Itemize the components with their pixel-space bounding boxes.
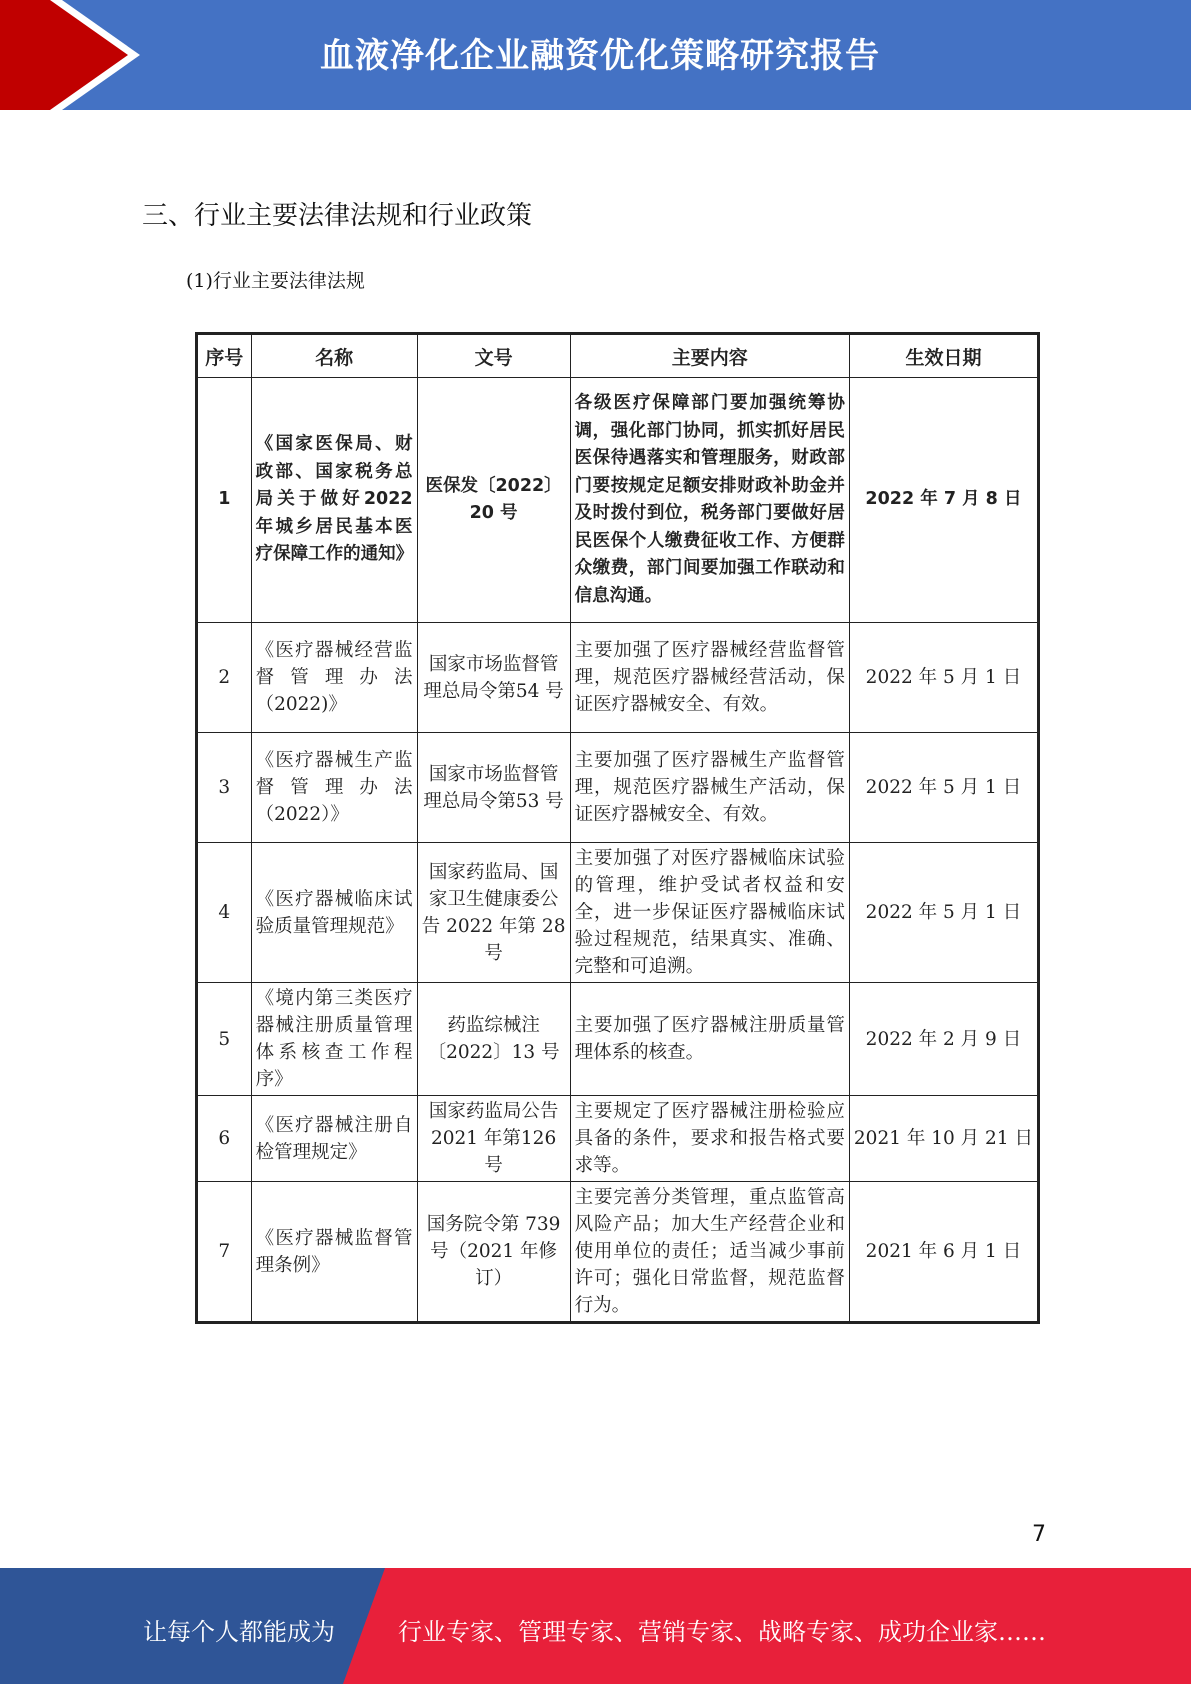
cell-no: 7 [197,1182,252,1323]
cell-date: 2022 年 2 月 9 日 [849,983,1038,1096]
cell-name: 《国家医保局、财政部、国家税务总局关于做好2022 年城乡居民基本医疗保障工作的通知》 [251,378,417,623]
cell-content: 主要加强了医疗器械经营监督管理，规范医疗器械经营活动，保证医疗器械安全、有效。 [570,623,849,733]
cell-doc: 国家市场监督管理总局令第53 号 [417,733,570,843]
table-row [197,1096,1039,1182]
cell-content: 主要加强了医疗器械注册质量管理体系的核查。 [570,983,849,1096]
table-row [197,733,1039,843]
table-row [197,623,1039,733]
table-row [197,1182,1039,1323]
section-title: 三、行业主要法律法规和行业政策 [142,201,533,231]
cell-date: 2022 年 5 月 1 日 [849,733,1038,843]
cell-doc: 国务院令第 739 号（2021 年修订） [417,1182,570,1323]
col-header-date: 生效日期 [849,334,1038,378]
cell-content: 主要加强了医疗器械生产监督管理，规范医疗器械生产活动，保证医疗器械安全、有效。 [570,733,849,843]
cell-no: 2 [197,623,252,733]
cell-no: 4 [197,843,252,983]
cell-content: 主要规定了医疗器械注册检验应具备的条件，要求和报告格式要求等。 [570,1096,849,1182]
col-header-name: 名称 [251,334,417,378]
cell-date: 2022 年 5 月 1 日 [849,843,1038,983]
cell-content: 主要加强了对医疗器械临床试验的管理，维护受试者权益和安全，进一步保证医疗器械临床试验过程规范，结果真实、准确、完整和可追溯。 [570,843,849,983]
laws-table [195,332,1040,1324]
cell-doc: 国家药监局公告 2021 年第126 号 [417,1096,570,1182]
table-row [197,983,1039,1096]
cell-date: 2021 年 10 月 21 日 [849,1096,1038,1182]
col-header-doc: 文号 [417,334,570,378]
cell-no: 5 [197,983,252,1096]
cell-doc: 国家药监局、国家卫生健康委公告 2022 年第 28 号 [417,843,570,983]
cell-name: 《境内第三类医疗器械注册质量管理体系核查工作程序》 [251,983,417,1096]
header-arrow-decoration [0,0,160,110]
cell-no: 6 [197,1096,252,1182]
cell-name: 《医疗器械生产监督管理办法（2022）》 [251,733,417,843]
footer-slogan-right: 行业专家、管理专家、营销专家、战略专家、成功企业家…… [398,1618,1046,1646]
cell-no: 1 [197,378,252,623]
cell-doc: 药监综械注〔2022〕13 号 [417,983,570,1096]
cell-date: 2022 年 7 月 8 日 [849,378,1038,623]
subsection-title: (1)行业主要法律法规 [186,270,365,292]
cell-name: 《医疗器械注册自检管理规定》 [251,1096,417,1182]
cell-content: 各级医疗保障部门要加强统筹协调，强化部门协同，抓实抓好居民医保待遇落实和管理服务，财政部门要按规定足额安排财政补助金并及时拨付到位，税务部门要做好居民医保个人缴费征收工作、方便群众缴费，部门间要加强工作联动和信息沟通。 [570,378,849,623]
cell-doc: 国家市场监督管理总局令第54 号 [417,623,570,733]
cell-content: 主要完善分类管理，重点监管高风险产品；加大生产经营企业和使用单位的责任；适当减少事前许可；强化日常监督，规范监督行为。 [570,1182,849,1323]
col-header-no: 序号 [197,334,252,378]
cell-no: 3 [197,733,252,843]
cell-name: 《医疗器械临床试验质量管理规范》 [251,843,417,983]
report-title: 血液净化企业融资优化策略研究报告 [320,36,880,76]
cell-name: 《医疗器械监督管理条例》 [251,1182,417,1323]
table-row [197,378,1039,623]
cell-doc: 医保发〔2022〕20 号 [417,378,570,623]
cell-date: 2022 年 5 月 1 日 [849,623,1038,733]
cell-name: 《医疗器械经营监督管理办法（2022)》 [251,623,417,733]
col-header-content: 主要内容 [570,334,849,378]
table-header-row [197,334,1039,378]
cell-date: 2021 年 6 月 1 日 [849,1182,1038,1323]
footer-slogan-left: 让每个人都能成为 [143,1618,335,1646]
table-row [197,843,1039,983]
page-number: 7 [1032,1522,1046,1547]
